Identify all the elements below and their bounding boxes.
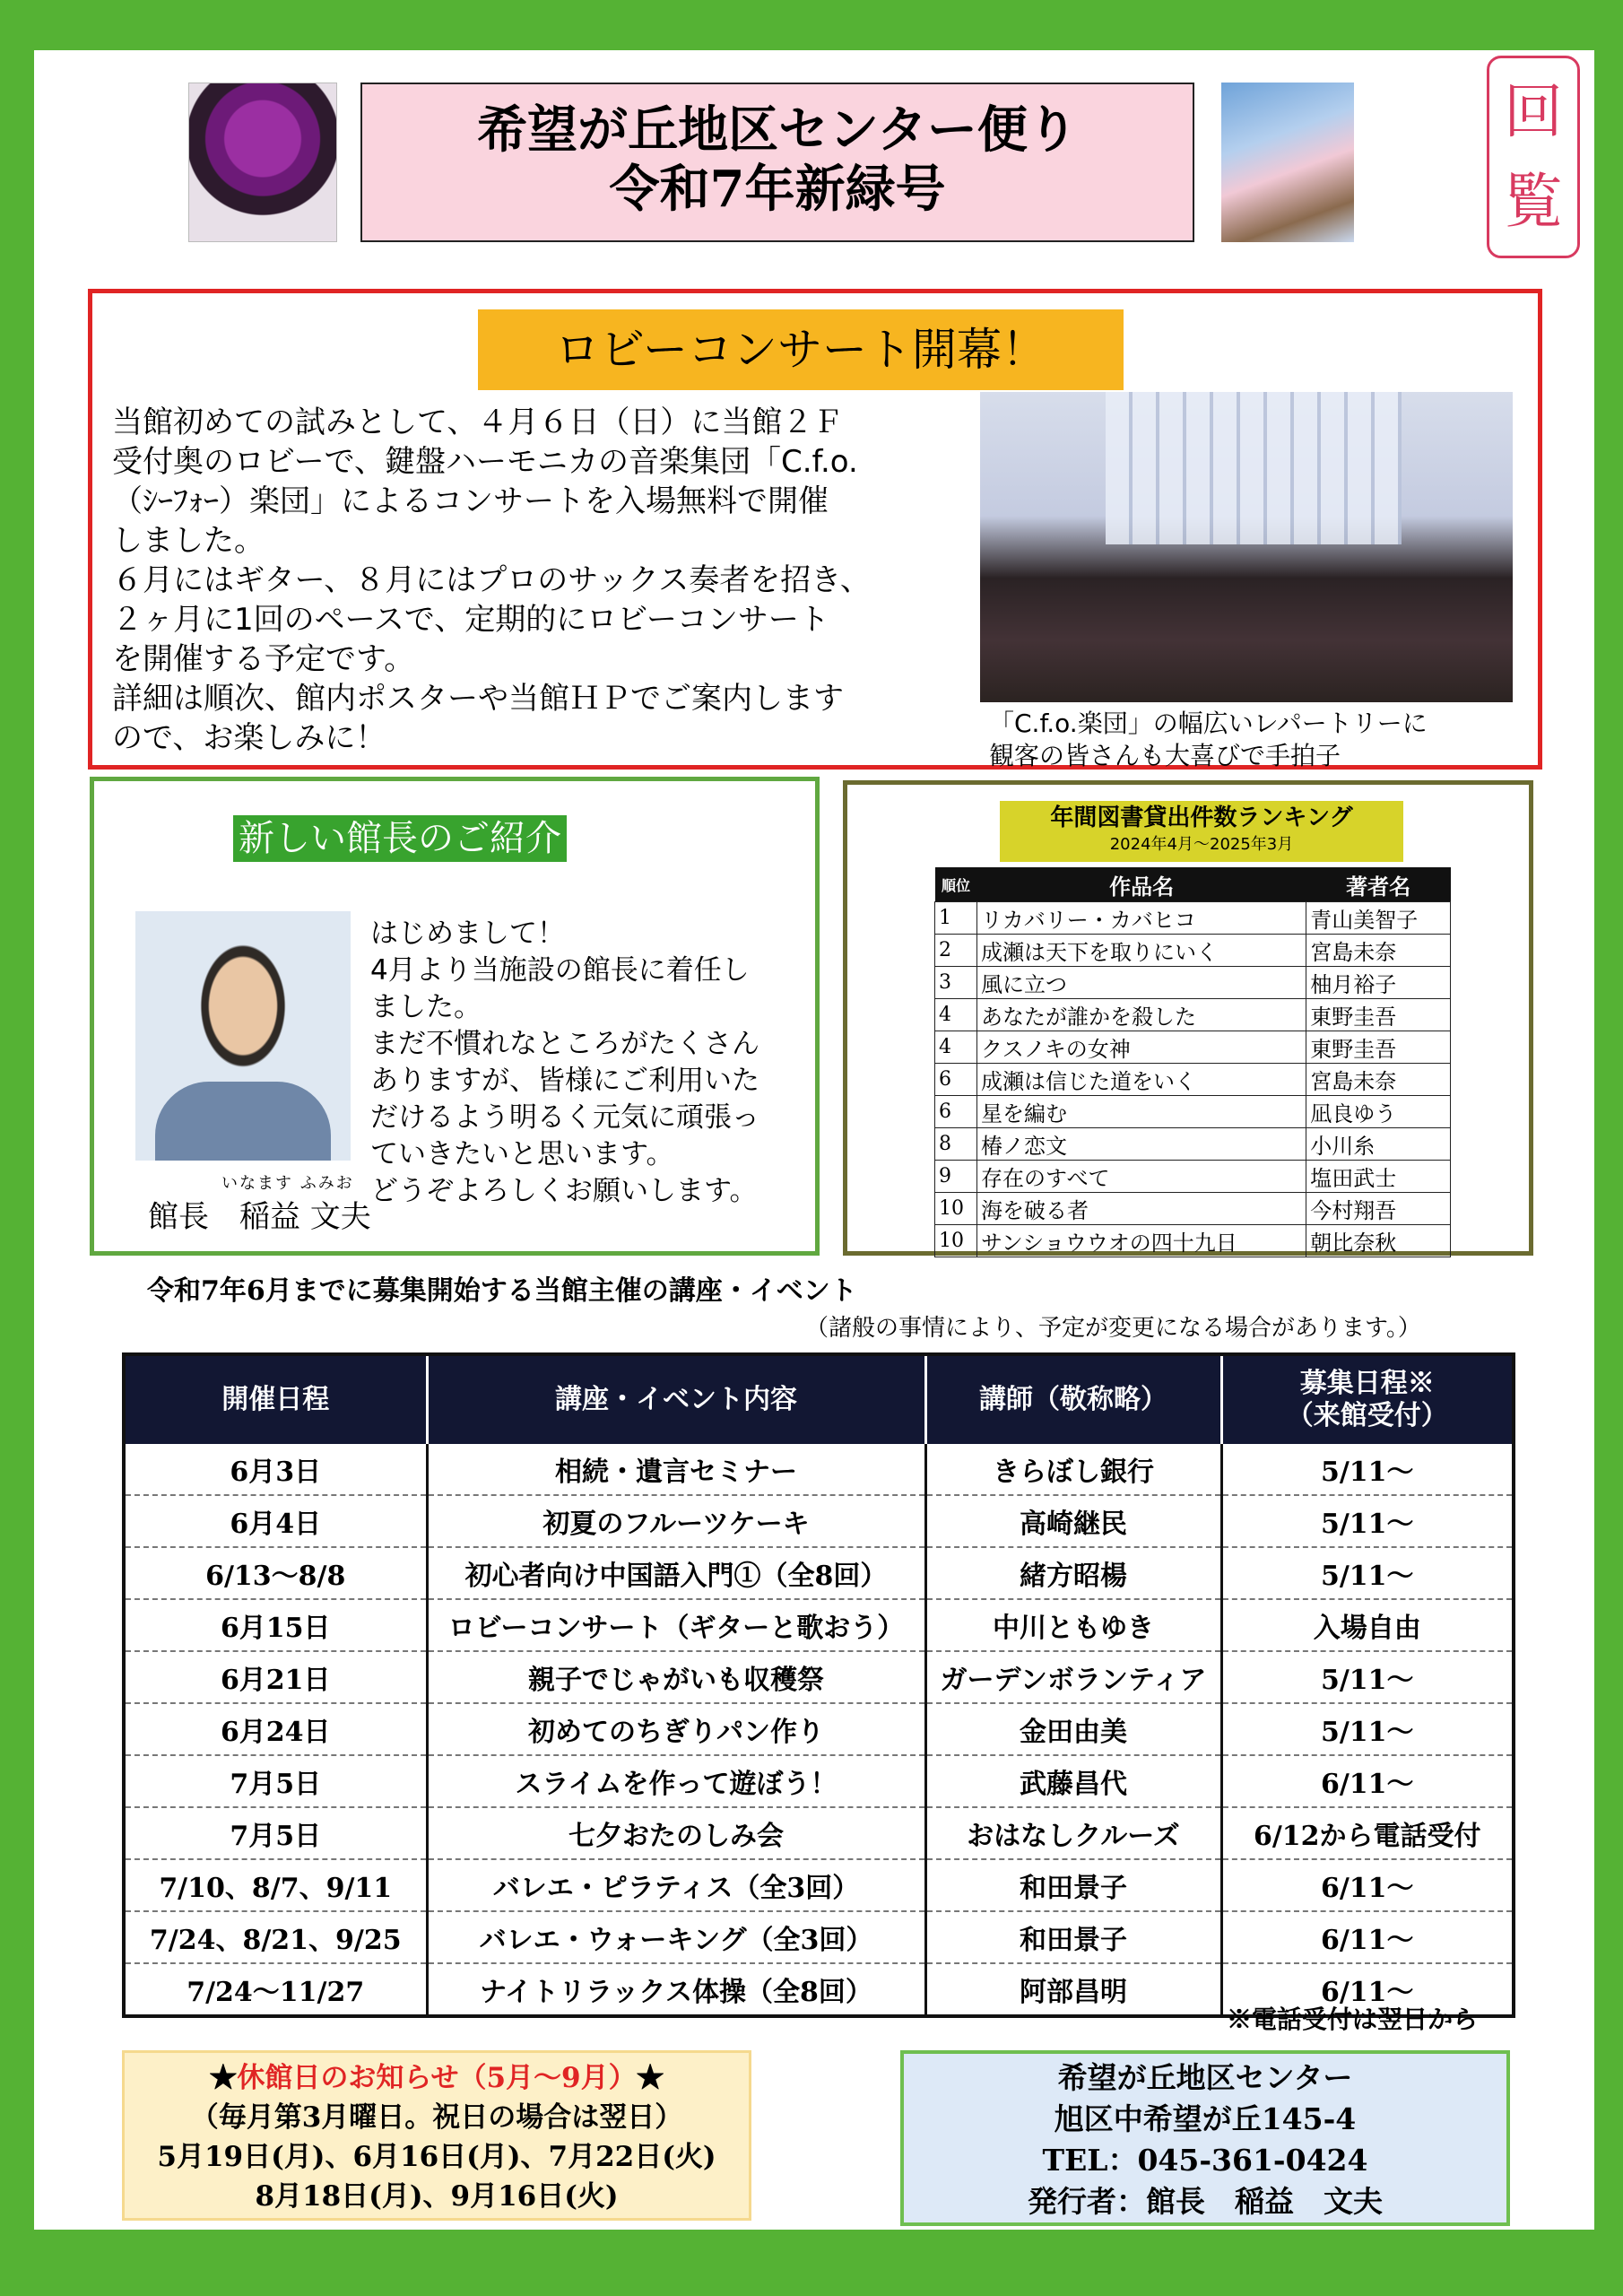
rank-cell: 4 [935,1031,977,1064]
event-instructor: 武藤昌代 [925,1755,1221,1807]
event-date: 6月4日 [124,1495,427,1547]
center-tel: TEL：045-361-0424 [1042,2143,1368,2178]
col-author: 著者名 [1306,867,1451,902]
events-footnote: ※電話受付は翌日から [1227,2005,1479,2034]
title-cell: 存在のすべて [977,1161,1306,1193]
ranking-row [935,999,1451,1031]
rank-cell: 4 [935,999,977,1031]
title-cell: あなたが誰かを殺した [977,999,1306,1031]
event-date: 6月24日 [124,1703,427,1755]
author-cell: 柚月裕子 [1306,967,1451,999]
closed-days-heading: 休館日のお知らせ（5月～9月） [237,2062,637,2094]
event-name: スライムを作って遊ぼう！ [427,1755,925,1807]
star-icon: ★ [209,2062,238,2094]
ranking-row [935,1225,1451,1257]
event-row [124,1495,1514,1547]
events-title: 令和7年6月までに募集開始する当館主催の講座・イベント [147,1275,857,1307]
author-cell: 小川糸 [1306,1128,1451,1161]
concert-section [88,289,1542,770]
event-application: 5/11～ [1221,1547,1514,1599]
event-application: 5/11～ [1221,1651,1514,1703]
event-instructor: 高崎継民 [925,1495,1221,1547]
event-row [124,1703,1514,1755]
event-row [124,1651,1514,1703]
event-name: 七夕おたのしみ会 [427,1807,925,1859]
event-application: 入場自由 [1221,1599,1514,1651]
col-title: 作品名 [977,867,1306,902]
circulation-stamp: 回覧 [1487,56,1580,258]
event-application: 6/11～ [1221,1911,1514,1963]
flower-photo [188,83,337,242]
ranking-title: 年間図書貸出件数ランキング [1050,804,1353,831]
concert-line: 当館初めての試みとして、４月６日（日）に当館２Ｆ [112,404,844,440]
event-date: 7月5日 [124,1807,427,1859]
title-cell: リカバリー・カバヒコ [977,902,1306,935]
event-instructor: ガーデンボランティア [925,1651,1221,1703]
title-cell: 椿ノ恋文 [977,1128,1306,1161]
ranking-row [935,1193,1451,1225]
concert-line: ２ヶ月に1回のペースで、定期的にロビーコンサート [112,602,829,638]
author-cell: 朝比奈秋 [1306,1225,1451,1257]
director-title: 新しい館長のご紹介 [233,815,567,862]
title-box [360,83,1194,242]
concert-line: しました。 [112,523,265,559]
rank-cell: 8 [935,1128,977,1161]
event-instructor: きらぼし銀行 [925,1444,1221,1495]
director-photo [135,911,351,1161]
ranking-period: 2024年4月～2025年3月 [1109,835,1294,854]
rank-cell: 2 [935,935,977,967]
ranking-row [935,1096,1451,1128]
concert-photo [980,392,1513,702]
rank-cell: 10 [935,1193,977,1225]
author-cell: 青山美智子 [1306,902,1451,935]
event-row [124,1599,1514,1651]
center-publisher: 発行者：館長 稲益 文夫 [1028,2184,1383,2219]
closed-days-rule: （毎月第3月曜日。祝日の場合は翌日） [190,2101,683,2134]
closed-days-dates: 8月18日(月)、9月16日(火) [255,2180,619,2213]
message-line: ました。 [370,991,482,1023]
concert-line: （ｼｰﾌｫｰ）楽団」によるコンサートを入場無料で開催 [112,483,829,519]
star-icon: ★ [636,2062,664,2094]
concert-line: 詳細は順次、館内ポスターや当館ＨＰでご案内します [112,681,844,717]
rank-cell: 9 [935,1161,977,1193]
events-note: （諸般の事情により、予定が変更になる場合があります。） [805,1315,1421,1342]
closed-days-dates: 5月19日(月)、6月16日(月)、7月22日(火) [157,2141,716,2173]
event-name: 初心者向け中国語入門①（全8回） [427,1547,925,1599]
event-name: 初めてのちぎりパン作り [427,1703,925,1755]
col-event: 講座・イベント内容 [427,1354,925,1444]
message-line: まだ不慣れなところがたくさん [370,1028,759,1060]
event-row [124,1807,1514,1859]
event-date: 6月15日 [124,1599,427,1651]
event-date: 6月3日 [124,1444,427,1495]
event-name: ロビーコンサート（ギターと歌おう） [427,1599,925,1651]
ranking-row [935,935,1451,967]
newsletter-page [34,50,1594,2230]
event-application: 6/11～ [1221,1859,1514,1911]
ranking-row [935,967,1451,999]
concert-caption [989,708,1527,772]
message-line: だけるよう明るく元気に頑張っ [370,1101,759,1134]
event-row [124,1755,1514,1807]
event-application: 6/11～ [1221,1755,1514,1807]
title-cell: クスノキの女神 [977,1031,1306,1064]
rank-cell: 1 [935,902,977,935]
events-table [122,1352,1515,2018]
col-rank: 順位 [935,867,977,902]
ranking-row [935,1161,1451,1193]
author-cell: 東野圭吾 [1306,999,1451,1031]
title-cell: サンショウウオの四十九日 [977,1225,1306,1257]
event-application: 5/11～ [1221,1495,1514,1547]
event-application: 5/11～ [1221,1703,1514,1755]
title-cell: 星を編む [977,1096,1306,1128]
event-row [124,1547,1514,1599]
title-cell: 成瀬は信じた道をいく [977,1064,1306,1096]
message-line: ていきたいと思います。 [370,1138,674,1170]
concert-line: 受付奥のロビーで、鍵盤ハーモニカの音楽集団「C.f.o. [112,444,858,480]
event-date: 7月5日 [124,1755,427,1807]
concert-line: ので、お楽しみに！ [112,720,386,756]
ranking-header [1000,801,1403,862]
event-instructor: 和田景子 [925,1911,1221,1963]
author-cell: 今村翔吾 [1306,1193,1451,1225]
director-section [90,777,820,1256]
cherry-blossom-photo [1221,83,1354,242]
director-message [370,916,810,1210]
ranking-row [935,1031,1451,1064]
event-date: 7/10、8/7、9/11 [124,1859,427,1911]
ranking-table [934,867,1451,1257]
center-address: 旭区中希望が丘145-4 [1054,2101,1357,2136]
author-cell: 東野圭吾 [1306,1031,1451,1064]
event-application: 6/12から電話受付 [1221,1807,1514,1859]
rank-cell: 6 [935,1064,977,1096]
ranking-row [935,1064,1451,1096]
concert-title: ロビーコンサート開幕！ [478,309,1124,390]
caption-line: 「C.f.o.楽団」の幅広いレパートリーに [989,709,1428,738]
event-name: 親子でじゃがいも収穫祭 [427,1651,925,1703]
event-row [124,1444,1514,1495]
rank-cell: 3 [935,967,977,999]
title-cell: 海を破る者 [977,1193,1306,1225]
event-instructor: 金田由美 [925,1703,1221,1755]
event-application: 6/11～ [1221,1963,1514,2016]
rank-cell: 6 [935,1096,977,1128]
event-row [124,1911,1514,1963]
event-date: 6/13～8/8 [124,1547,427,1599]
concert-body [112,403,973,758]
author-cell: 塩田武士 [1306,1161,1451,1193]
concert-line: を開催する予定です。 [112,641,415,677]
center-info-box [900,2050,1510,2226]
title-cell: 成瀬は天下を取りにいく [977,935,1306,967]
col-application-line2: （来館受付） [1286,1400,1448,1431]
event-instructor: おはなしクルーズ [925,1807,1221,1859]
newsletter-title: 希望が丘地区センター便り [477,100,1078,160]
newsletter-issue: 令和7年新緑号 [609,160,946,219]
event-name: バレエ・ピラティス（全3回） [427,1859,925,1911]
col-application [1221,1354,1514,1444]
rank-cell: 10 [935,1225,977,1257]
message-line: ありますが、皆様にご利用いた [370,1065,759,1097]
ranking-row [935,902,1451,935]
ranking-row [935,1128,1451,1161]
event-date: 7/24～11/27 [187,1977,365,2008]
author-cell: 凪良ゆう [1306,1096,1451,1128]
center-name: 希望が丘地区センター [1057,2060,1353,2095]
event-name: バレエ・ウォーキング（全3回） [427,1911,925,1963]
director-name: 館長 稲益 文夫 [148,1199,371,1235]
event-instructor: 和田景子 [925,1859,1221,1911]
message-line: はじめまして！ [370,918,565,950]
event-application: 5/11～ [1221,1444,1514,1495]
event-name: ナイトリラックス体操（全8回） [427,1963,925,2016]
col-instructor: 講師（敬称略） [925,1354,1221,1444]
col-date: 開催日程 [124,1354,427,1444]
director-name-ruby: いなます ふみお [221,1174,354,1193]
event-instructor: 緒方昭楊 [925,1547,1221,1599]
title-cell: 風に立つ [977,967,1306,999]
event-instructor: 中川ともゆき [925,1599,1221,1651]
event-name: 初夏のフルーツケーキ [427,1495,925,1547]
event-instructor: 阿部昌明 [925,1963,1221,2016]
concert-line: ６月にはギター、８月にはプロのサックス奏者を招き、 [112,562,871,598]
author-cell: 宮島未奈 [1306,935,1451,967]
event-date: 6月21日 [124,1651,427,1703]
closed-days-box [122,2050,751,2221]
message-line: どうぞよろしくお願いします。 [370,1175,758,1207]
event-date: 7/24、8/21、9/25 [124,1911,427,1963]
closed-days-title [125,2058,749,2098]
ranking-section [843,780,1533,1256]
event-name: 相続・遺言セミナー [427,1444,925,1495]
event-row [124,1859,1514,1911]
author-cell: 宮島未奈 [1306,1064,1451,1096]
message-line: 4月より当施設の館長に着任し [370,954,750,987]
col-application-line1: 募集日程※ [1299,1368,1435,1399]
caption-line: 観客の皆さんも大喜びで手拍子 [989,741,1341,770]
